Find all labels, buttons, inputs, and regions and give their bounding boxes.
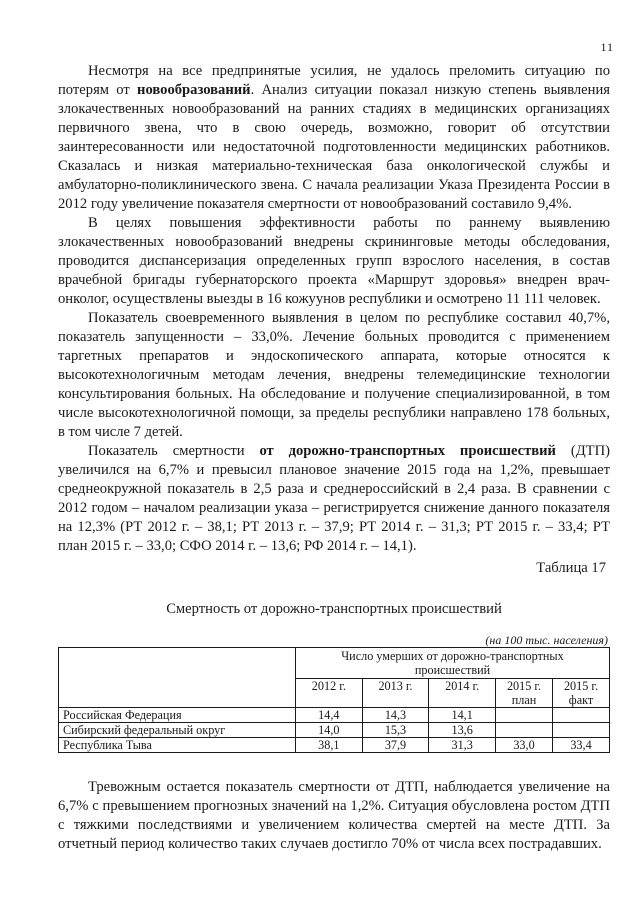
paragraph-detection: Показатель своевременного выявления в целом по республике составил 40,7%, показатель запущенности – 33,0%. Лечение больных проводится с применением таргетных препаратов и эндоскопического аппарата, которые относятся к высокотехнологичным методам лечения, внедрены телемедицинские технологии консультирования больных. На обследование и получение специализированной, в том числе высокотехнологичной помощи, за пределы республики направлено 178 больных, в том числе 7 детей. bbox=[58, 310, 610, 440]
table-cell: 14,0 bbox=[296, 723, 363, 738]
row-label: Республика Тыва bbox=[59, 738, 296, 753]
table-title: Смертность от дорожно-транспортных происшествий bbox=[166, 601, 502, 617]
paragraph-neoplasms-intro: Несмотря на все предпринятые усилия, не удалось преломить ситуацию по потерям от bbox=[58, 63, 610, 98]
mortality-table bbox=[58, 647, 610, 753]
table-row bbox=[59, 723, 610, 738]
table-cell: 14,4 bbox=[296, 708, 363, 723]
page-content bbox=[58, 62, 610, 854]
table-cell: 13,6 bbox=[429, 723, 496, 738]
paragraph-neoplasms bbox=[58, 62, 610, 214]
row-label: Сибирский федеральный округ bbox=[59, 723, 296, 738]
column-header: 2014 г. bbox=[429, 679, 496, 708]
table-cell: 33,0 bbox=[496, 738, 553, 753]
table-cell: 38,1 bbox=[296, 738, 363, 753]
column-header: 2015 г. план bbox=[496, 679, 553, 708]
paragraph-road-accidents-conclusion: Тревожным остается показатель смертности от ДТП, наблюдается увеличение на 6,7% с превышением прогнозных значений на 1,2%. Ситуация обусловлена ростом ДТП с тяжкими последствиями и увеличением количества смертей на месте ДТП. За отчетный период количество таких случаев достигло 70% от числа всех пострадавших. bbox=[58, 779, 610, 852]
row-label: Российская Федерация bbox=[59, 708, 296, 723]
column-header: 2015 г. факт bbox=[553, 679, 610, 708]
paragraph-road-accidents bbox=[58, 442, 610, 556]
table-units: (на 100 тыс. населения) bbox=[485, 633, 608, 647]
table-cell: 37,9 bbox=[362, 738, 429, 753]
paragraph-road-accidents-intro: Показатель смертности bbox=[88, 443, 260, 459]
paragraph-road-accidents-bold-term: от дорожно-транспортных происшествий bbox=[259, 443, 556, 459]
table-cell bbox=[553, 708, 610, 723]
table-row bbox=[59, 708, 610, 723]
table-cell bbox=[496, 708, 553, 723]
table-cell: 14,1 bbox=[429, 708, 496, 723]
table-row bbox=[59, 738, 610, 753]
paragraph-screening: В целях повышения эффективности работы по раннему выявлению злокачественных новообразований внедрены скрининговые методы обследования, проводится диспансеризация определенных групп взрослого населения, в состав врачебной бригады губернаторского проекта «Маршрут здоровья» внедрен врач-онколог, осуществлены выезды в 16 кожуунов республики и осмотрено 11 111 человек. bbox=[58, 215, 610, 307]
table-cell bbox=[553, 723, 610, 738]
table-corner-cell bbox=[59, 648, 296, 708]
paragraph-road-accidents-body: (ДТП) увеличился на 6,7% и превысил плановое значение 2015 года на 1,2%, превышает среднеокружной показатель в 2,5 раза и среднероссийский в 2,4 раза. В сравнении с 2012 годом – началом реализации указа – регистрируется снижение данного показателя на 12,3% (РТ 2012 г. – 38,1; РТ 2013 г. – 37,9; РТ 2014 г. – 31,3; РТ 2015 г. – 33,4; РТ план 2015 г. – 33,0; СФО 2014 г. – 13,6; РФ 2014 г. – 14,1). bbox=[58, 443, 610, 554]
table-cell bbox=[496, 723, 553, 738]
table-header-row bbox=[59, 648, 610, 679]
column-header: 2013 г. bbox=[362, 679, 429, 708]
table-cell: 33,4 bbox=[553, 738, 610, 753]
table-group-header: Число умерших от дорожно-транспортных происшествий bbox=[296, 648, 610, 679]
column-header: 2012 г. bbox=[296, 679, 363, 708]
table-cell: 31,3 bbox=[429, 738, 496, 753]
paragraph-neoplasms-bold-term: новообразований bbox=[137, 82, 251, 98]
table-caption: Таблица 17 bbox=[536, 560, 606, 576]
paragraph-neoplasms-body: . Анализ ситуации показал низкую степень выявления злокачественных новообразований на ранних стадиях в медицинских организациях первичного звена, что в свою очередь, возможно, говорит об отсутствии заинтересованности или недостаточной подготовленности медицинских работников. Сказалась и низкая материально-техническая база онкологической службы и амбулаторно-поликлинического звена. С начала реализации Указа Президента России в 2012 году увеличение показателя смертности от новообразований составило 9,4%. bbox=[58, 82, 610, 212]
page-number: 11 bbox=[600, 40, 614, 54]
table-cell: 15,3 bbox=[362, 723, 429, 738]
table-cell: 14,3 bbox=[362, 708, 429, 723]
